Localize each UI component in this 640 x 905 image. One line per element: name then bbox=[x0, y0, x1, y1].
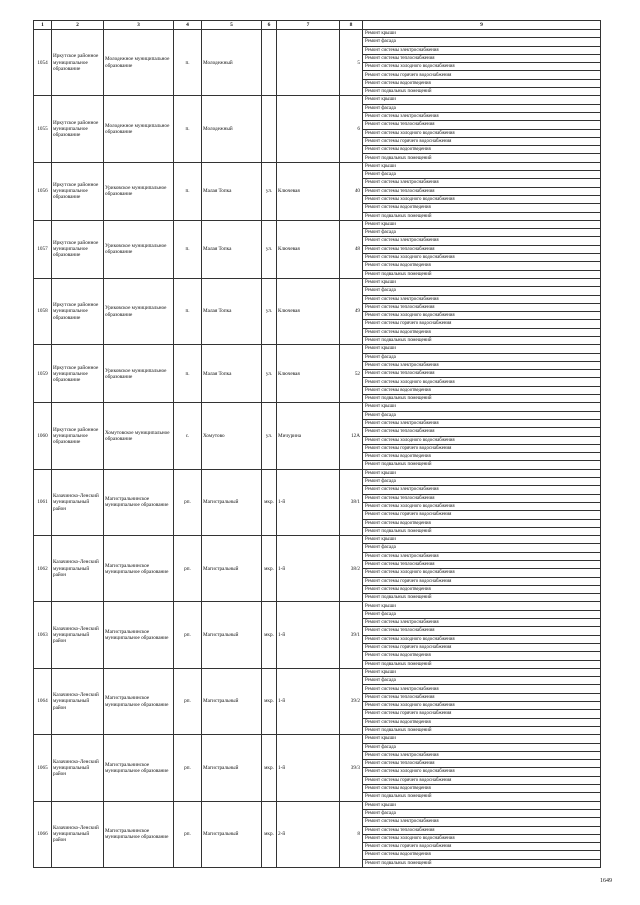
work-item-cell: Ремонт системы электроснабжения bbox=[363, 552, 601, 560]
municipality-cell: Иркутское районное муниципальное образование bbox=[52, 96, 104, 162]
work-item-cell: Ремонт системы холодного водоснабжения bbox=[363, 63, 601, 71]
locality-cell: Магистральный bbox=[202, 668, 262, 734]
house-number-cell: 6 bbox=[340, 96, 363, 162]
street-type-cell: мкр. bbox=[262, 801, 277, 867]
street-cell: Ключевая bbox=[277, 162, 340, 220]
municipality-cell: Казачинско-Ленский муниципальный район bbox=[52, 602, 104, 668]
house-number-cell: 38/1 bbox=[340, 469, 363, 535]
work-item-cell: Ремонт системы электроснабжения bbox=[363, 419, 601, 427]
work-item-cell: Ремонт крыши bbox=[363, 602, 601, 610]
header-row bbox=[34, 21, 601, 30]
work-item-cell: Ремонт фасада bbox=[363, 411, 601, 419]
settlement-cell: Магистральнинское муниципальное образование bbox=[104, 602, 174, 668]
work-item-cell: Ремонт системы водоотведения bbox=[363, 785, 601, 793]
work-item-cell: Ремонт фасада bbox=[363, 287, 601, 295]
locality-cell: Малая Топка bbox=[202, 278, 262, 344]
settlement-cell: Магистральнинское муниципальное образование bbox=[104, 668, 174, 734]
work-item-cell: Ремонт подвальных помещений bbox=[363, 395, 601, 403]
work-item-cell: Ремонт системы теплоснабжения bbox=[363, 54, 601, 62]
locality-cell: Молодежный bbox=[202, 96, 262, 162]
work-item-cell: Ремонт системы холодного водоснабжения bbox=[363, 254, 601, 262]
work-item-cell: Ремонт крыши bbox=[363, 403, 601, 411]
work-item-cell: Ремонт подвальных помещений bbox=[363, 859, 601, 867]
work-item-cell: Ремонт подвальных помещений bbox=[363, 270, 601, 278]
street-cell: 1-й bbox=[277, 469, 340, 535]
header-cell: 5 bbox=[202, 21, 262, 30]
street-type-cell: мкр. bbox=[262, 602, 277, 668]
document-sheet bbox=[33, 20, 600, 868]
locality-cell: Магистральный bbox=[202, 469, 262, 535]
street-cell: Ключевая bbox=[277, 278, 340, 344]
locality-cell: Молодежный bbox=[202, 30, 262, 96]
record-number: 1061 bbox=[34, 469, 52, 535]
repair-program-table bbox=[33, 20, 601, 868]
work-item-cell: Ремонт подвальных помещений bbox=[363, 660, 601, 668]
work-item-cell: Ремонт фасада bbox=[363, 104, 601, 112]
work-item-cell: Ремонт фасада bbox=[363, 478, 601, 486]
work-item-cell: Ремонт системы холодного водоснабжения bbox=[363, 129, 601, 137]
header-cell: 1 bbox=[34, 21, 52, 30]
work-item-cell: Ремонт системы электроснабжения bbox=[363, 751, 601, 759]
work-item-cell: Ремонт системы теплоснабжения bbox=[363, 494, 601, 502]
municipality-cell: Иркутское районное муниципальное образование bbox=[52, 403, 104, 469]
work-item-cell: Ремонт системы холодного водоснабжения bbox=[363, 195, 601, 203]
work-item-cell: Ремонт фасада bbox=[363, 743, 601, 751]
work-item-cell: Ремонт крыши bbox=[363, 278, 601, 286]
work-item-cell: Ремонт системы теплоснабжения bbox=[363, 693, 601, 701]
record-number: 1057 bbox=[34, 220, 52, 278]
work-item-cell: Ремонт системы теплоснабжения bbox=[363, 561, 601, 569]
header-cell: 6 bbox=[262, 21, 277, 30]
header-cell: 9 bbox=[363, 21, 601, 30]
locality-type-cell: рп. bbox=[174, 536, 202, 602]
street-type-cell: ул. bbox=[262, 162, 277, 220]
settlement-cell: Молодежное муниципальное образование bbox=[104, 96, 174, 162]
work-item-cell: Ремонт подвальных помещений bbox=[363, 212, 601, 220]
house-number-cell: 8 bbox=[340, 801, 363, 867]
locality-cell: Магистральный bbox=[202, 735, 262, 801]
work-item-cell: Ремонт фасада bbox=[363, 171, 601, 179]
work-item-cell: Ремонт системы горячего водоснабжения bbox=[363, 776, 601, 784]
municipality-cell: Казачинско-Ленский муниципальный район bbox=[52, 801, 104, 867]
work-item-cell: Ремонт системы теплоснабжения bbox=[363, 428, 601, 436]
work-item-cell: Ремонт системы водоотведения bbox=[363, 652, 601, 660]
street-type-cell: ул. bbox=[262, 403, 277, 469]
street-cell bbox=[277, 30, 340, 96]
locality-type-cell: рп. bbox=[174, 602, 202, 668]
record-number: 1060 bbox=[34, 403, 52, 469]
header-cell: 2 bbox=[52, 21, 104, 30]
table-row bbox=[34, 735, 601, 743]
house-number-cell: 52 bbox=[340, 345, 363, 403]
settlement-cell: Уриковское муниципальное образование bbox=[104, 220, 174, 278]
work-item-cell: Ремонт системы электроснабжения bbox=[363, 685, 601, 693]
settlement-cell: Магистральнинское муниципальное образование bbox=[104, 801, 174, 867]
house-number-cell: 48 bbox=[340, 220, 363, 278]
house-number-cell: 5 bbox=[340, 30, 363, 96]
municipality-cell: Иркутское районное муниципальное образование bbox=[52, 278, 104, 344]
work-item-cell: Ремонт системы электроснабжения bbox=[363, 486, 601, 494]
table-row bbox=[34, 469, 601, 477]
work-item-cell: Ремонт системы электроснабжения bbox=[363, 46, 601, 54]
house-number-cell: 12А bbox=[340, 403, 363, 469]
locality-cell: Магистральный bbox=[202, 536, 262, 602]
street-cell: Ключевая bbox=[277, 345, 340, 403]
locality-type-cell: п. bbox=[174, 30, 202, 96]
work-item-cell: Ремонт подвальных помещений bbox=[363, 461, 601, 469]
table-row bbox=[34, 801, 601, 809]
record-number: 1065 bbox=[34, 735, 52, 801]
work-item-cell: Ремонт системы теплоснабжения bbox=[363, 760, 601, 768]
locality-cell: Магистральный bbox=[202, 801, 262, 867]
work-item-cell: Ремонт крыши bbox=[363, 30, 601, 38]
work-item-cell: Ремонт системы водоотведения bbox=[363, 851, 601, 859]
locality-type-cell: п. bbox=[174, 162, 202, 220]
work-item-cell: Ремонт системы горячего водоснабжения bbox=[363, 320, 601, 328]
work-item-cell: Ремонт фасада bbox=[363, 38, 601, 46]
municipality-cell: Иркутское районное муниципальное образование bbox=[52, 220, 104, 278]
work-item-cell: Ремонт крыши bbox=[363, 801, 601, 809]
work-item-cell: Ремонт системы электроснабжения bbox=[363, 818, 601, 826]
work-item-cell: Ремонт системы электроснабжения bbox=[363, 179, 601, 187]
work-item-cell: Ремонт системы водоотведения bbox=[363, 262, 601, 270]
table-row bbox=[34, 536, 601, 544]
header-cell: 8 bbox=[340, 21, 363, 30]
work-item-cell: Ремонт системы холодного водоснабжения bbox=[363, 702, 601, 710]
work-item-cell: Ремонт системы водоотведения bbox=[363, 718, 601, 726]
house-number-cell: 39/1 bbox=[340, 602, 363, 668]
work-item-cell: Ремонт системы горячего водоснабжения bbox=[363, 511, 601, 519]
municipality-cell: Казачинско-Ленский муниципальный район bbox=[52, 469, 104, 535]
table-row bbox=[34, 96, 601, 104]
work-item-cell: Ремонт системы электроснабжения bbox=[363, 112, 601, 120]
locality-type-cell: п. bbox=[174, 345, 202, 403]
work-item-cell: Ремонт фасада bbox=[363, 229, 601, 237]
settlement-cell: Магистральнинское муниципальное образование bbox=[104, 735, 174, 801]
house-number-cell: 40 bbox=[340, 162, 363, 220]
street-cell: 1-й bbox=[277, 735, 340, 801]
work-item-cell: Ремонт системы теплоснабжения bbox=[363, 245, 601, 253]
work-item-cell: Ремонт системы холодного водоснабжения bbox=[363, 502, 601, 510]
table-row bbox=[34, 278, 601, 286]
street-cell: 1-й bbox=[277, 536, 340, 602]
street-type-cell: ул. bbox=[262, 345, 277, 403]
work-item-cell: Ремонт крыши bbox=[363, 668, 601, 676]
street-type-cell: ул. bbox=[262, 220, 277, 278]
work-item-cell: Ремонт системы электроснабжения bbox=[363, 295, 601, 303]
locality-cell: Магистральный bbox=[202, 602, 262, 668]
settlement-cell: Магистральнинское муниципальное образование bbox=[104, 469, 174, 535]
work-item-cell: Ремонт системы горячего водоснабжения bbox=[363, 137, 601, 145]
municipality-cell: Казачинско-Ленский муниципальный район bbox=[52, 735, 104, 801]
work-item-cell: Ремонт системы водоотведения bbox=[363, 519, 601, 527]
work-item-cell: Ремонт системы горячего водоснабжения bbox=[363, 643, 601, 651]
locality-type-cell: п. bbox=[174, 96, 202, 162]
work-item-cell: Ремонт системы электроснабжения bbox=[363, 361, 601, 369]
locality-type-cell: п. bbox=[174, 278, 202, 344]
work-item-cell: Ремонт крыши bbox=[363, 536, 601, 544]
record-number: 1056 bbox=[34, 162, 52, 220]
settlement-cell: Молодежное муниципальное образование bbox=[104, 30, 174, 96]
table-row bbox=[34, 30, 601, 38]
work-item-cell: Ремонт фасада bbox=[363, 677, 601, 685]
work-item-cell: Ремонт крыши bbox=[363, 96, 601, 104]
street-cell: 1-й bbox=[277, 602, 340, 668]
record-number: 1063 bbox=[34, 602, 52, 668]
work-item-cell: Ремонт фасада bbox=[363, 610, 601, 618]
header-cell: 7 bbox=[277, 21, 340, 30]
work-item-cell: Ремонт крыши bbox=[363, 162, 601, 170]
locality-type-cell: рп. bbox=[174, 469, 202, 535]
work-item-cell: Ремонт подвальных помещений bbox=[363, 527, 601, 535]
street-cell: Мичурина bbox=[277, 403, 340, 469]
work-item-cell: Ремонт системы водоотведения bbox=[363, 585, 601, 593]
street-cell: 1-й bbox=[277, 668, 340, 734]
municipality-cell: Иркутское районное муниципальное образование bbox=[52, 30, 104, 96]
work-item-cell: Ремонт системы теплоснабжения bbox=[363, 627, 601, 635]
work-item-cell: Ремонт системы горячего водоснабжения bbox=[363, 577, 601, 585]
work-item-cell: Ремонт системы теплоснабжения bbox=[363, 303, 601, 311]
municipality-cell: Казачинско-Ленский муниципальный район bbox=[52, 536, 104, 602]
locality-cell: Малая Топка bbox=[202, 345, 262, 403]
work-item-cell: Ремонт системы теплоснабжения bbox=[363, 187, 601, 195]
municipality-cell: Иркутское районное муниципальное образование bbox=[52, 345, 104, 403]
work-item-cell: Ремонт системы водоотведения bbox=[363, 146, 601, 154]
work-item-cell: Ремонт системы водоотведения bbox=[363, 79, 601, 87]
work-item-cell: Ремонт системы холодного водоснабжения bbox=[363, 312, 601, 320]
municipality-cell: Иркутское районное муниципальное образование bbox=[52, 162, 104, 220]
work-item-cell: Ремонт фасада bbox=[363, 544, 601, 552]
table-row bbox=[34, 602, 601, 610]
settlement-cell: Магистральнинское муниципальное образование bbox=[104, 536, 174, 602]
record-number: 1059 bbox=[34, 345, 52, 403]
work-item-cell: Ремонт системы водоотведения bbox=[363, 453, 601, 461]
locality-type-cell: рп. bbox=[174, 668, 202, 734]
work-item-cell: Ремонт крыши bbox=[363, 345, 601, 353]
settlement-cell: Уриковское муниципальное образование bbox=[104, 162, 174, 220]
work-item-cell: Ремонт крыши bbox=[363, 469, 601, 477]
house-number-cell: 38/2 bbox=[340, 536, 363, 602]
work-item-cell: Ремонт подвальных помещений bbox=[363, 336, 601, 344]
table-row bbox=[34, 220, 601, 228]
work-item-cell: Ремонт крыши bbox=[363, 220, 601, 228]
table-row bbox=[34, 403, 601, 411]
street-type-cell: мкр. bbox=[262, 735, 277, 801]
work-item-cell: Ремонт подвальных помещений bbox=[363, 594, 601, 602]
work-item-cell: Ремонт системы горячего водоснабжения bbox=[363, 444, 601, 452]
street-cell: 2-й bbox=[277, 801, 340, 867]
locality-type-cell: с. bbox=[174, 403, 202, 469]
street-type-cell: мкр. bbox=[262, 668, 277, 734]
street-type-cell: мкр. bbox=[262, 536, 277, 602]
header-cell: 4 bbox=[174, 21, 202, 30]
work-item-cell: Ремонт системы горячего водоснабжения bbox=[363, 71, 601, 79]
house-number-cell: 49 bbox=[340, 278, 363, 344]
record-number: 1058 bbox=[34, 278, 52, 344]
street-cell: Ключевая bbox=[277, 220, 340, 278]
table-row bbox=[34, 668, 601, 676]
work-item-cell: Ремонт системы холодного водоснабжения bbox=[363, 635, 601, 643]
work-item-cell: Ремонт системы горячего водоснабжения bbox=[363, 710, 601, 718]
street-cell bbox=[277, 96, 340, 162]
work-item-cell: Ремонт системы водоотведения bbox=[363, 328, 601, 336]
page-number: 1649 bbox=[600, 878, 612, 884]
locality-type-cell: рп. bbox=[174, 801, 202, 867]
settlement-cell: Уриковское муниципальное образование bbox=[104, 278, 174, 344]
locality-type-cell: рп. bbox=[174, 735, 202, 801]
locality-cell: Хомутово bbox=[202, 403, 262, 469]
work-item-cell: Ремонт системы теплоснабжения bbox=[363, 121, 601, 129]
house-number-cell: 39/3 bbox=[340, 735, 363, 801]
street-type-cell: ул. bbox=[262, 278, 277, 344]
work-item-cell: Ремонт системы холодного водоснабжения bbox=[363, 436, 601, 444]
locality-cell: Малая Топка bbox=[202, 220, 262, 278]
street-type-cell bbox=[262, 30, 277, 96]
work-item-cell: Ремонт системы электроснабжения bbox=[363, 237, 601, 245]
table-row bbox=[34, 345, 601, 353]
work-item-cell: Ремонт системы холодного водоснабжения bbox=[363, 569, 601, 577]
work-item-cell: Ремонт системы холодного водоснабжения bbox=[363, 768, 601, 776]
street-type-cell: мкр. bbox=[262, 469, 277, 535]
work-item-cell: Ремонт фасада bbox=[363, 353, 601, 361]
work-item-cell: Ремонт системы водоотведения bbox=[363, 204, 601, 212]
record-number: 1064 bbox=[34, 668, 52, 734]
work-item-cell: Ремонт системы горячего водоснабжения bbox=[363, 843, 601, 851]
header-cell: 3 bbox=[104, 21, 174, 30]
locality-cell: Малая Топка bbox=[202, 162, 262, 220]
work-item-cell: Ремонт системы холодного водоснабжения bbox=[363, 378, 601, 386]
work-item-cell: Ремонт системы электроснабжения bbox=[363, 619, 601, 627]
work-item-cell: Ремонт системы холодного водоснабжения bbox=[363, 834, 601, 842]
municipality-cell: Казачинско-Ленский муниципальный район bbox=[52, 668, 104, 734]
record-number: 1062 bbox=[34, 536, 52, 602]
record-number: 1066 bbox=[34, 801, 52, 867]
table-row bbox=[34, 162, 601, 170]
work-item-cell: Ремонт системы водоотведения bbox=[363, 386, 601, 394]
settlement-cell: Уриковское муниципальное образование bbox=[104, 345, 174, 403]
record-number: 1054 bbox=[34, 30, 52, 96]
record-number: 1055 bbox=[34, 96, 52, 162]
street-type-cell bbox=[262, 96, 277, 162]
work-item-cell: Ремонт системы теплоснабжения bbox=[363, 826, 601, 834]
work-item-cell: Ремонт подвальных помещений bbox=[363, 88, 601, 96]
work-item-cell: Ремонт подвальных помещений bbox=[363, 793, 601, 801]
table-body bbox=[34, 30, 601, 868]
work-item-cell: Ремонт системы теплоснабжения bbox=[363, 370, 601, 378]
settlement-cell: Хомутовское муниципальное образование bbox=[104, 403, 174, 469]
house-number-cell: 39/2 bbox=[340, 668, 363, 734]
work-item-cell: Ремонт подвальных помещений bbox=[363, 154, 601, 162]
work-item-cell: Ремонт фасада bbox=[363, 809, 601, 817]
work-item-cell: Ремонт крыши bbox=[363, 735, 601, 743]
work-item-cell: Ремонт подвальных помещений bbox=[363, 726, 601, 734]
locality-type-cell: п. bbox=[174, 220, 202, 278]
